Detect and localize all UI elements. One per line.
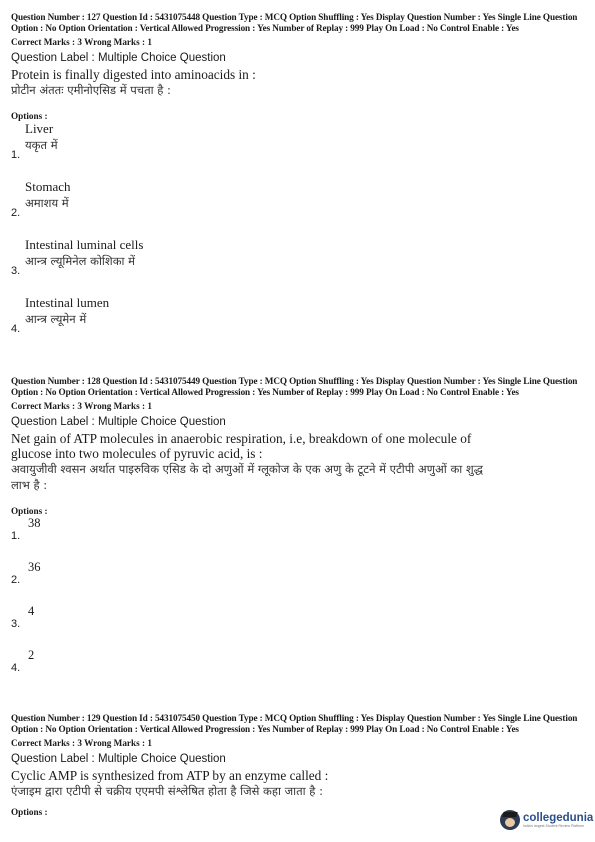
option-3[interactable] [11,604,586,648]
question-marks: Correct Marks : 3 Wrong Marks : 1 [11,401,152,412]
option-4[interactable] [11,295,586,353]
logo-brand-text: collegedunia [523,811,594,824]
question-meta: Question Number : 127 Question Id : 5431075448 Question Type : MCQ Option Shuffling : Yes Display Question Number : Yes Single Line Question Option : No Option Orientation : Vertical Allowed Progression : Yes Number of Replay : 999 Play On Load : No Control Enable : Yes [11,12,578,33]
option-1[interactable] [11,121,586,179]
question-text-hindi: प्रोटीन अंततः एमीनोएसिड में पचता है : [11,83,171,98]
option-2[interactable] [11,560,586,604]
option-number: 3. [11,265,21,278]
question-129 [11,713,586,817]
option-2[interactable] [11,179,586,237]
option-value: 36 [28,560,41,575]
option-text-hindi: अमाशय में [25,196,69,211]
question-text-english: Cyclic AMP is synthesized from ATP by an enzyme called : [11,768,329,784]
question-text-hindi: अवायुजीवी श्वसन अर्थात पाइरुविक एसिड के दो अणुओं में ग्लूकोज के एक अणु के टूटने में एटीपी अणुओं का शुद्ध लाभ है : [11,462,483,493]
option-number: 1. [11,530,21,543]
option-number: 1. [11,149,21,162]
question-127 [11,12,586,353]
option-value: 38 [28,516,41,531]
option-value: 2 [28,648,35,663]
question-marks: Correct Marks : 3 Wrong Marks : 1 [11,37,152,48]
question-text-english: Protein is finally digested into aminoacids in : [11,67,256,83]
option-number: 4. [11,323,21,336]
question-meta: Question Number : 128 Question Id : 5431075449 Question Type : MCQ Option Shuffling : Yes Display Question Number : Yes Single Line Question Option : No Option Orientation : Vertical Allowed Progression : Yes Number of Replay : 999 Play On Load : No Control Enable : Yes [11,376,578,397]
option-1[interactable] [11,516,586,560]
option-number: 2. [11,207,21,220]
options-heading: Options : [11,506,48,517]
logo-tagline: India's largest Student Review Platform [523,823,584,828]
option-text-english: Liver [25,121,54,137]
option-text-hindi: आन्त्र ल्यूमेन में [25,312,87,327]
option-text-english: Stomach [25,179,71,195]
question-marks: Correct Marks : 3 Wrong Marks : 1 [11,738,152,749]
graduate-mascot-icon [500,810,520,830]
question-label: Question Label : Multiple Choice Question [11,52,226,65]
option-text-hindi: यकृत में [25,138,58,153]
option-3[interactable] [11,237,586,295]
question-text-hindi: एंजाइम द्वारा एटीपी से चक्रीय एएमपी संश्लेषित होता है जिसे कहा जाता है : [11,784,323,799]
option-text-hindi: आन्त्र ल्यूमिनेल कोशिका में [25,254,136,269]
option-value: 4 [28,604,35,619]
options-heading: Options : [11,111,48,122]
collegedunia-logo [500,810,593,830]
option-number: 2. [11,574,21,587]
question-128 [11,376,586,692]
option-number: 3. [11,618,21,631]
question-label: Question Label : Multiple Choice Question [11,416,226,429]
option-number: 4. [11,662,21,675]
option-4[interactable] [11,648,586,692]
question-meta: Question Number : 129 Question Id : 5431075450 Question Type : MCQ Option Shuffling : Yes Display Question Number : Yes Single Line Question Option : No Option Orientation : Vertical Allowed Progression : Yes Number of Replay : 999 Play On Load : No Control Enable : Yes [11,713,578,734]
option-text-english: Intestinal luminal cells [25,237,144,253]
options-heading: Options : [11,807,48,818]
question-text-english: Net gain of ATP molecules in anaerobic respiration, i.e, breakdown of one molecule of glucose into two molecules of pyruvic acid, is : [11,431,472,462]
question-label: Question Label : Multiple Choice Question [11,753,226,766]
option-text-english: Intestinal lumen [25,295,110,311]
